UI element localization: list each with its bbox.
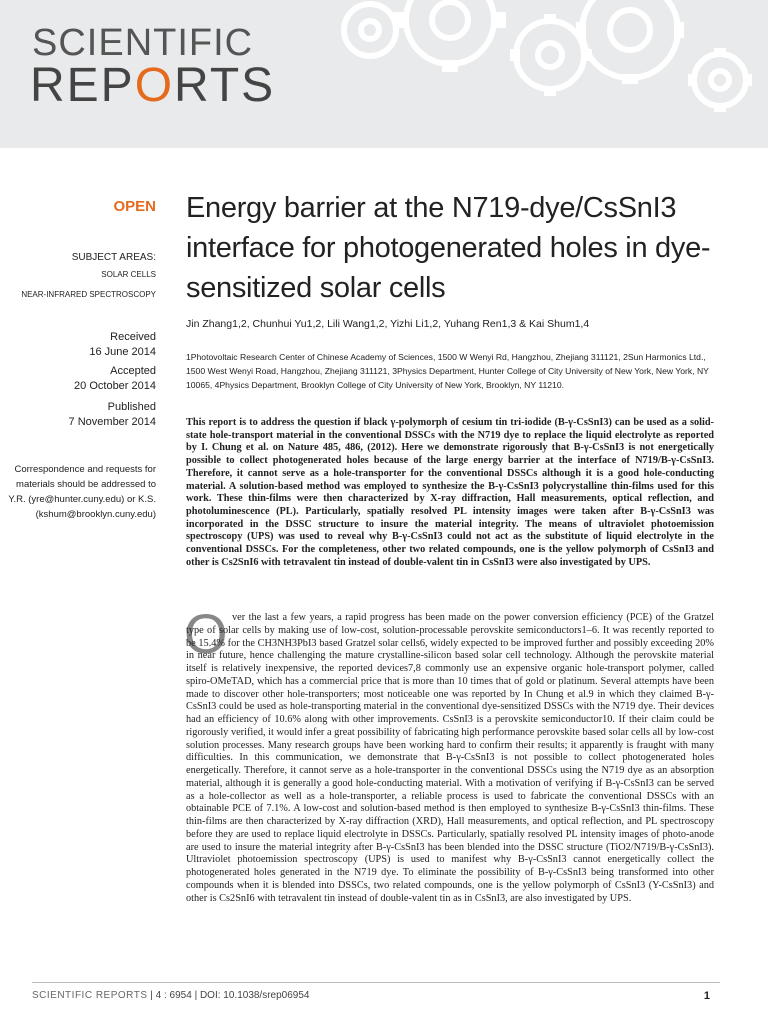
journal-header <box>0 0 768 148</box>
correspondence-note: Correspondence and requests for materials should be addressed to Y.R. (yre@hunter.cuny.edu) or K.S. (kshum@brooklyn.cuny.edu) <box>8 464 156 520</box>
affiliations: 1Photovoltaic Research Center of Chinese Academy of Sciences, 1500 W Wenyi Rd, Hangzhou, Zhejiang 311121, 2Sun Harmonics Ltd., 1500 West Wenyi Road, Hangzhou, Zhejiang 311121, 3Physics Department, Hunter College of City University of New York, New York, NY 10065, 4Physics Department, Brooklyn College of City University of New York, Brooklyn, NY 11210. <box>186 352 709 390</box>
open-access-label: OPEN <box>113 198 156 215</box>
published-block: Published 7 November 2014 <box>68 401 156 428</box>
drop-cap: O <box>184 602 228 665</box>
subject-area-solar-cells[interactable]: SOLAR CELLS <box>101 270 156 279</box>
gears-decoration-icon <box>330 0 768 148</box>
author-list: Jin Zhang1,2, Chunhui Yu1,2, Lili Wang1,2, Yizhi Li1,2, Yuhang Ren1,3 & Kai Shum1,4 <box>186 318 590 330</box>
article-sidebar <box>0 190 156 610</box>
subject-areas-heading: SUBJECT AREAS: <box>71 252 156 263</box>
journal-logo-line2: REPORTS <box>30 59 276 112</box>
subject-area-nir-spectroscopy[interactable]: NEAR-INFRARED SPECTROSCOPY <box>21 290 156 299</box>
accepted-block: Accepted 20 October 2014 <box>74 365 156 392</box>
received-block: Received 16 June 2014 <box>89 331 156 358</box>
article-title: Energy barrier at the N719-dye/CsSnI3 interface for photogenerated holes in dye-sensitized solar cells <box>186 192 711 304</box>
footer-citation: SCIENTIFIC REPORTS | 4 : 6954 | DOI: 10.1038/srep06954 <box>32 990 310 1001</box>
abstract: This report is to address the question if black γ-polymorph of cesium tin tri-iodide (B-γ-CsSnI3) can be used as a solid-state hole-transport material in the conventional DSSCs with the N719 dye to replace the liquid electrolyte as reported by I. Chung et al. on Nature 485, 486, (2012). Here we demonstrate rigorously that B-γ-CsSnI3 is not energetically possible to collect photogenerated holes because of the large energy barrier at the interface of N719/B-γ-CsSnI3. Therefore, it cannot serve as a hole-transporter for the conventional DSSCs although it is a good hole-conducting material. A solution-based method was employed to synthesize the B-γ-CsSnI3 polycrystalline thin-films used for this work. These thin-films were then characterized by X-ray diffraction, Hall measurements, optical reflection, and photoluminescence (PL). Particularly, spatially resolved PL intensity images were taken after B-γ-CsSnI3 was incorporated in the DSSC structure to insure the material integrity. The means of ultraviolet photoemission spectroscopy (UPS) was used to reveal why B-γ-CsSnI3 could not act as the substitute of liquid electrolyte in the conventional DSSCs. For the completeness, other two related compounds, one is the yellow polymorph of CsSnI3 and other is Cs2SnI6 with tetravalent tin instead of double-valent tin in CsSnI3 were also investigated by UPS. <box>186 417 714 568</box>
page-number: 1 <box>703 990 710 1002</box>
footer-divider <box>32 982 720 983</box>
journal-logo-line1: SCIENTIFIC <box>32 22 254 64</box>
body-text: ver the last a few years, a rapid progress has been made on the power conversion efficiency (PCE) of the Gratzel type of solar cells by making use of low-cost, solution-processable perovskite semiconductors1–6. It was recently reported to be 15.4% for the CH3NH3PbI3 based Gratzel solar cells6, widely expected to be improved further and possibly exceeding 20% in near future, hence challenging the mature crystalline-silicon based solar cell technology. Although the perovskite material itself is relatively inexpensive, the reported devices7,8 commonly use an expensive organic hole-transport polymer, called spiro-OMeTAD, which has a commercial price that is more than 10 times that of gold or platinum. Several attempts have been made to discover other hole-transporters; most noticeable one was reported by In Chung et al.9 in which they claimed B-γ-CsSnI3 could be used as hole-transporting material in the conventional dye-sensitized DSSCs with the N719 dye. Their devices had an efficiency of 10.6% along with other improvements. CsSnI3 is a perovskite semiconductor10. If their claim could be rigorously verified, it would infer a great possibility of fabricating high performance perovskite based solar cells all by low-cost solution processes. Many research groups have been working hard to confirm their results; it apparently is fraught with many difficulties. In this communication, we demonstrate that B-γ-CsSnI3 is not possible to collect photogenerated holes energetically. Therefore, it cannot serve as a hole-transporter in the conventional DSSCs using the N719 dye as an absorption material, although it is generally a good hole-conducting material. With a motivation of verifying if B-γ-CsSnI3 can be served as a hole-collector as well as a hole-transporter, a reliable process is used to fabricate the conventional DSSCs with an obtainable PCE of 7.1%. A low-cost and solution-based method is then employed to synthesize B-γ-CsSnI3 thin-films. These thin-films are then characterized by X-ray diffraction (XRD), Hall measurements, and optical reflection, and PL spectroscopy before they are used to replace liquid electrolyte in DSSCs. Particularly, spatially resolved PL intensity images of photo-anode are used to insure the material integrity after B-γ-CsSnI3 has been blended into the DSSC structure (TiO2/N719/B-γ-CsSnI3). Ultraviolet photoemission spectroscopy (UPS) is used to manifest why B-γ-CsSnI3 cannot energetically collect the photogenerated holes generated in the N719 dye. To eliminate the possibility of B-γ-CsSnI3 being transformed into other compounds when it is blended into DSSCs, two related compounds, one is the yellow polymorph of CsSnI3 (Y-CsSnI3) and other is Cs2SnI6 with tetravalent tin instead of double-valent tin as in CsSnI3, are also investigated by UPS. <box>186 612 714 904</box>
logo-gear-o: O <box>134 59 175 112</box>
